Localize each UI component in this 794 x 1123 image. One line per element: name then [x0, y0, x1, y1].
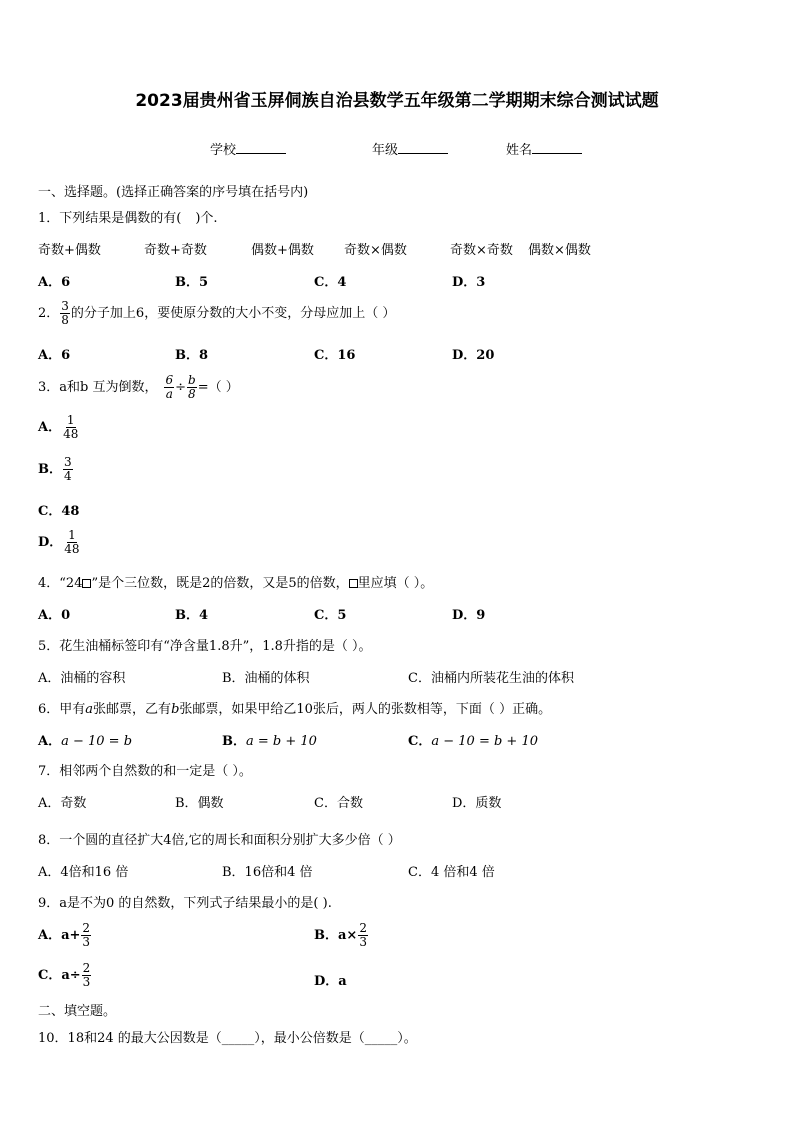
- q6-part-3: 张邮票，如果甲给乙10张后，两人的张数相等，下面（ ）正确。: [179, 702, 552, 717]
- question-6: [38, 698, 551, 717]
- q5-option-a[interactable]: A．油桶的容积: [38, 671, 126, 686]
- school-label: 学校: [210, 143, 237, 158]
- q3-option-b-frac: [63, 456, 73, 483]
- q1-expr-3: 偶数+偶数: [251, 243, 314, 258]
- q3-option-b[interactable]: [38, 456, 74, 483]
- q9-option-a[interactable]: [38, 922, 92, 949]
- q9-option-c-frac: [82, 962, 92, 989]
- grade-label: 年级: [372, 143, 399, 158]
- q6-option-b[interactable]: [222, 730, 317, 749]
- q3-option-b-num: 3: [64, 455, 72, 469]
- q9-option-c[interactable]: [38, 962, 92, 989]
- q8-option-a[interactable]: A．4倍和16 倍: [38, 865, 129, 880]
- blank-square-icon: [349, 579, 358, 588]
- question-2: [38, 300, 395, 327]
- q3-option-a-frac: [62, 414, 79, 441]
- q6-option-a-expr: a − 10 = b: [61, 734, 133, 749]
- name-blank[interactable]: [532, 141, 582, 154]
- q1-expr-6: 偶数×偶数: [528, 243, 591, 258]
- q6-option-a[interactable]: [38, 730, 132, 749]
- q7-option-d[interactable]: D．质数: [452, 796, 502, 811]
- q3-option-b-den: 4: [64, 469, 72, 483]
- q3-option-c[interactable]: C．48: [38, 504, 80, 519]
- q1-expr-5: 奇数×奇数: [450, 243, 513, 258]
- q8-option-b[interactable]: B．16倍和4 倍: [222, 865, 313, 880]
- q4-option-d[interactable]: D．9: [452, 608, 486, 623]
- q1-expr-4: 奇数×偶数: [344, 243, 407, 258]
- q4-pre: 4．“24: [38, 576, 83, 591]
- q1-option-b[interactable]: B．5: [175, 275, 209, 290]
- q1-expr-1: 奇数+偶数: [38, 243, 101, 258]
- q1-option-a[interactable]: A．6: [38, 275, 71, 290]
- q4-option-c[interactable]: C．5: [314, 608, 347, 623]
- q6-option-b-label: B．: [222, 734, 246, 749]
- q2-number: 2．: [38, 306, 60, 321]
- q3-stem: 3．a和b 互为倒数，: [38, 380, 158, 395]
- q2-text: 的分子加上6，要使原分数的大小不变，分母应加上（ ）: [70, 306, 396, 321]
- q9-option-c-num: 2: [82, 961, 91, 975]
- q6-option-c-expr: a − 10 = b + 10: [431, 734, 538, 749]
- q3-f1-den: a: [165, 387, 173, 401]
- q9-option-b-den: 3: [359, 935, 367, 949]
- name-label: 姓名: [506, 143, 533, 158]
- q6-option-c[interactable]: [408, 730, 538, 749]
- question-10: 10．18和24 的最大公因数是（_____），最小公倍数是（_____）。: [38, 1031, 417, 1046]
- q6-option-b-expr: a = b + 10: [246, 734, 317, 749]
- q2-frac-num: 3: [61, 299, 69, 313]
- q9-option-a-num: 2: [82, 921, 91, 935]
- q9-option-b-frac: [358, 922, 368, 949]
- q4-post: ”是个三位数，既是2的倍数，又是5的倍数，: [91, 576, 349, 591]
- q2-option-b[interactable]: B．8: [175, 348, 209, 363]
- q3-option-a-label: A．: [38, 420, 62, 435]
- q2-frac-den: 8: [61, 313, 69, 327]
- q1-option-c[interactable]: C．4: [314, 275, 347, 290]
- q7-option-a[interactable]: A．奇数: [38, 796, 87, 811]
- q2-fraction: [60, 300, 70, 327]
- q1-stem-start: 1．下列结果是偶数的有(: [38, 211, 182, 226]
- q3-f2-num: b: [188, 373, 196, 387]
- q5-option-c[interactable]: C．油桶内所装花生油的体积: [408, 671, 574, 686]
- q9-option-a-den: 3: [82, 935, 91, 949]
- q3-option-a[interactable]: [38, 414, 80, 441]
- q6-option-a-label: A．: [38, 734, 62, 749]
- question-4: [38, 572, 433, 591]
- q1-option-d[interactable]: D．3: [452, 275, 486, 290]
- school-blank[interactable]: [236, 141, 286, 154]
- school-field: [210, 139, 286, 158]
- q8-option-c[interactable]: C．4 倍和4 倍: [408, 865, 495, 880]
- question-8: 8．一个圆的直径扩大4倍,它的周长和面积分别扩大多少倍（ ）: [38, 833, 401, 848]
- q3-tail: =（ ）: [197, 380, 239, 395]
- q2-option-c[interactable]: C．16: [314, 348, 356, 363]
- q3-divide: ÷: [175, 380, 187, 395]
- q3-option-b-label: B．: [38, 462, 62, 477]
- q1-expr-2: 奇数+奇数: [144, 243, 207, 258]
- q1-stem-end: )个.: [195, 211, 218, 226]
- name-field: [506, 139, 582, 158]
- q7-option-b[interactable]: B．偶数: [175, 796, 224, 811]
- q3-option-a-den: 48: [63, 427, 79, 441]
- question-3: [38, 374, 239, 401]
- page-title: 2023届贵州省玉屏侗族自治县数学五年级第二学期期末综合测试试题: [135, 91, 659, 111]
- q3-option-d[interactable]: [38, 529, 82, 556]
- q6-var-b: b: [171, 702, 180, 717]
- q4-option-a[interactable]: A．0: [38, 608, 71, 623]
- q3-fraction-2: [187, 374, 197, 401]
- q3-f2-den: 8: [188, 387, 196, 401]
- question-7: 7．相邻两个自然数的和一定是（ ）。: [38, 764, 252, 779]
- section-1-heading: 一、选择题。(选择正确答案的序号填在括号内): [38, 185, 309, 200]
- q3-option-d-frac: [63, 529, 80, 556]
- q9-option-d[interactable]: D．a: [314, 974, 347, 989]
- q9-option-c-den: 3: [82, 975, 91, 989]
- q3-option-d-den: 48: [64, 542, 80, 556]
- q9-option-a-label: A．a+: [38, 928, 81, 943]
- q3-option-d-num: 1: [68, 528, 76, 542]
- q9-option-b-label: B．a×: [314, 928, 358, 943]
- q7-option-c[interactable]: C．合数: [314, 796, 363, 811]
- grade-field: [372, 139, 448, 158]
- question-9: 9．a是不为0 的自然数，下列式子结果最小的是( ).: [38, 896, 332, 911]
- question-5: 5．花生油桶标签印有“净含量1.8升”，1.8升指的是（ ）。: [38, 639, 372, 654]
- q2-option-d[interactable]: D．20: [452, 348, 495, 363]
- q9-option-b-num: 2: [359, 921, 367, 935]
- q3-fraction-1: [164, 374, 174, 401]
- q3-f1-num: 6: [165, 373, 174, 387]
- q9-option-a-frac: [81, 922, 91, 949]
- q4-post-2: 里应填（ ）。: [357, 576, 434, 591]
- section-2-heading: 二、填空题。: [38, 1004, 117, 1019]
- q5-option-b[interactable]: B．油桶的体积: [222, 671, 310, 686]
- q3-option-d-label: D．: [38, 535, 63, 550]
- q6-part-1: 6．甲有: [38, 702, 86, 717]
- q9-option-b[interactable]: [314, 922, 369, 949]
- q9-option-c-label: C．a÷: [38, 968, 81, 983]
- question-1: [38, 207, 218, 226]
- q6-var-a: a: [85, 702, 94, 717]
- q6-option-c-label: C．: [408, 734, 432, 749]
- q3-option-a-num: 1: [66, 413, 75, 427]
- grade-blank[interactable]: [398, 141, 448, 154]
- q6-part-2: 张邮票，乙有: [93, 702, 172, 717]
- q2-option-a[interactable]: A．6: [38, 348, 71, 363]
- q4-option-b[interactable]: B．4: [175, 608, 209, 623]
